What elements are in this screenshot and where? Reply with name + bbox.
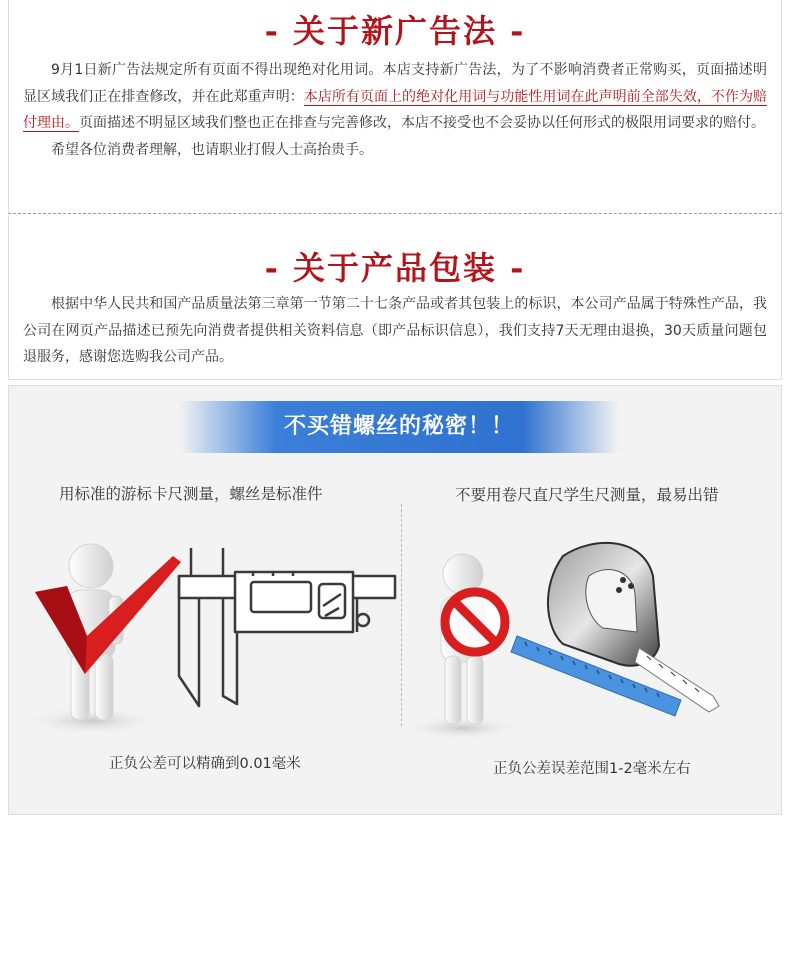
ad-law-text-2: 页面描述不明显区域我们整也正在排查与完善修改，本店不接受也不会妥协以任何形式的极限用词要求的赔付。: [79, 115, 765, 131]
left-tolerance-note: 正负公差可以精确到0.01毫米: [109, 756, 301, 772]
packaging-section: [8, 215, 782, 380]
vernier-caliper-icon: [179, 548, 395, 706]
ad-law-paragraph-2: 希望各位消费者理解，也请职业打假人士高抬贵手。: [51, 141, 373, 158]
section-divider: [401, 504, 402, 726]
left-caption: 用标准的游标卡尺测量，螺丝是标准件: [59, 485, 323, 503]
right-caption: 不要用卷尺直尺学生尺测量，最易出错: [455, 486, 719, 504]
screw-secret-banner: [179, 401, 619, 453]
screw-secret-banner-text: 不买错螺丝的秘密！！: [283, 414, 514, 439]
ad-law-heading: - 关于新广告法 -: [264, 12, 526, 50]
packaging-paragraph: 根据中华人民共和国产品质量法第三章第一节第二十七条产品或者其包装上的标识，本公司产品属于特殊性产品，我公司在网页产品描述已预先向消费者提供相关资料信息（即产品标识信息），我们支持7天无理由退换，30天质量问题包退服务，感谢您选购我公司产品。: [23, 296, 767, 365]
screw-secret-section: [8, 385, 782, 815]
tape-measure-illustration: [413, 536, 773, 748]
ad-law-paragraph-1: [23, 57, 767, 137]
packaging-heading: - 关于产品包装 -: [264, 249, 526, 287]
right-tolerance-note: 正负公差误差范围1-2毫米左右: [493, 761, 691, 777]
ad-law-text-1: 9月1日新广告法规定所有页面不得出现绝对化用词。本店支持新广告法，为了不影响消费者正常购买，页面描述明显区域我们正在排查修改，并在此郑重声明：: [23, 62, 767, 105]
prohibited-icon: [445, 592, 505, 652]
ad-law-body: [23, 57, 767, 163]
ad-law-section: [8, 0, 782, 214]
ad-law-highlight: 本店所有页面上的绝对化用词与功能性用词在此声明前全部失效，不作为赔付理由。: [23, 88, 768, 131]
caliper-illustration: [23, 536, 403, 746]
packaging-body: [23, 291, 767, 371]
